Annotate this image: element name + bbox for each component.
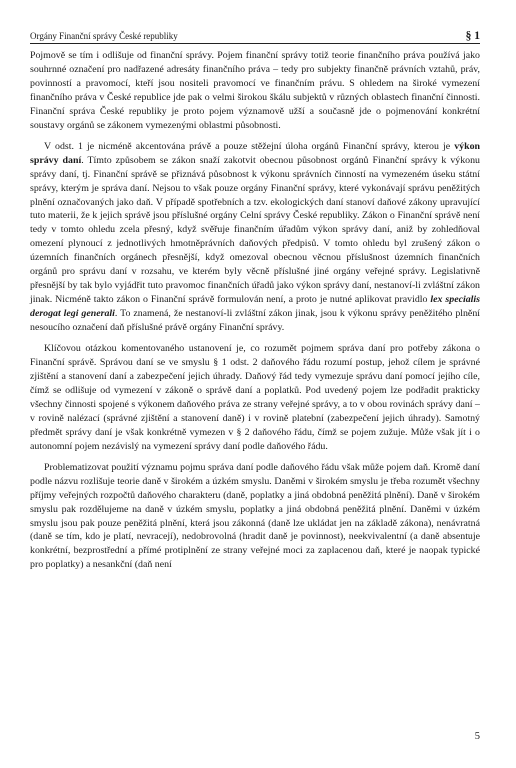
latin-maxim: lex specialis derogat legi generali [30,294,480,320]
section-number: § 1 [465,30,480,42]
text-run: Pojmově se tím i odlišuje od finanční správy. Pojem finanční správy totiž teorie finančního práva používá jako souhrnné označení pro nadřazené adresáty finančního práva – tedy pro subjekty finančně právních vztahů, práv, povinností a pravomocí, kteří jsou nositeli pravomocí ve finančním právu. S ohledem na široké vymezení finančního práva v České republice jde pak o velmi širokou škálu subjektů v různých oblastech finanční činnosti. Finanční správa České republiky je proto pojem významově užší a současně jde o pojmenování konkrétní soustavy orgánů se zákonem vymezenými oblastmi působnosti. [30,50,480,131]
text-run: Problematizovat použití významu pojmu správa daní podle daňového řádu však může pojem daň. Kromě daní podle názvu rozlišuje teorie daně v širokém a úzkém smyslu. Daněmi v širokém smyslu je třeba rozumět všechny příjmy veřejných rozpočtů daňového charakteru (daně, poplatky a jiná obdobná peněžitá plnění). Daně v širokém smyslu pak rozdělujeme na daně v úzkém smyslu, poplatky a jiná obdobná peněžitá plnění. Daněmi v úzkém smyslu jsou pak pouze peněžitá plnění, která jsou zákonná (daně lze ukládat jen na základě zákona), nenávratná (daně se tím, kdo je platí, nevracejí), nedobrovolná (hradit daně je povinnost), neekvivalentní (a daně absentuje konkrétní, bezprostřední a přímé protiplnění ze strany veřejné moci za zaplacenou daň, které je naopak typické pro poplatky) a nesankční (daň není [30,461,480,571]
paragraph [30,342,480,454]
paragraph [30,140,480,335]
bold-term: výkon správy daní [30,140,480,166]
paragraph [30,461,480,573]
body-text [30,49,480,572]
page-number: 5 [474,731,480,742]
text-run: Klíčovou otázkou komentovaného ustanovení je, co rozumět pojmem správa daní pro potřeby zákona o Finanční správě. Správou daní se ve smyslu § 1 odst. 2 daňového řádu rozumí postup, jehož cílem je správné zjištění a stanovení daní a zabezpečení jejich úhrady. Daňový řád tedy vymezuje správu daní pomocí jejího cíle, čímž se odlišuje od vymezení v zákoně o správě daní a poplatků. Pod uvedený pojem lze podřadit prakticky všechny činnosti spojené s výkonem daňového práva ze strany veřejné správy, a to v obou rovinách správy daní – v rovině nalézací (správné zjištění a stanovení daně) i v rovině platební (zabezpečení jejich úhrady). Samotný předmět správy daní je však konkrétně vymezen v § 2 daňového řádu, čímž se pojem zužuje. Může však jít i o autonomní pojem nezávislý na vymezení správy daní podle daňového řádu. [30,343,480,452]
text-run: . Tímto způsobem se zákon snaží zakotvit obecnou působnost orgánů Finanční správy k výkonu správy daní, tj. Finanční správě se přiznává působnost k výkonu správních činností na vymezeném úseku státní správy, kterým je správa daní. Nejsou to však pouze orgány Finanční správy, které vykonávají správu peněžitých plnění označovaných jako daň. V případě spotřebních a tzv. ekologických daní stanoví daňové zákony upravující tuto materii, že k jejich správě jsou příslušné orgány Celní správy České republiky. Zákon o Finanční správě není tedy v tomto ohledu zcela přesný, když svěřuje finančním úřadům výkon správy daní, aniž by zohledňoval omezení plynoucí z jednotlivých hmotněprávních daňových předpisů. V tomto ohledu byl zrušený zákon o územních finančních orgánech přesnější, když omezoval obecnou věcnou příslušnost územních finančních orgánů pro správu daní v rozsahu, ve kterém byly věcně příslušné jiné orgány veřejné správy. Legislativně přesnější by tak bylo vyjádřit tuto pravomoc finančních úřadů jako výkon správy daní, nestanoví-li zvláštní zákon jinak. Nicméně takto zákon o Finanční správě formulován není, a proto je nutné aplikovat pravidlo [30,154,480,306]
running-header [30,27,480,44]
running-title: Orgány Finanční správy České republiky [30,31,178,41]
text-run: . To znamená, že nestanoví-li zvláštní zákon jinak, jsou k výkonu správy peněžitého plnění nesoucího označení daň příslušné právě orgány Finanční správy. [30,308,480,334]
text-run: V odst. 1 je nicméně akcentována právě a pouze stěžejní úloha orgánů Finanční správy, kterou je [44,140,455,152]
paragraph [30,49,480,133]
